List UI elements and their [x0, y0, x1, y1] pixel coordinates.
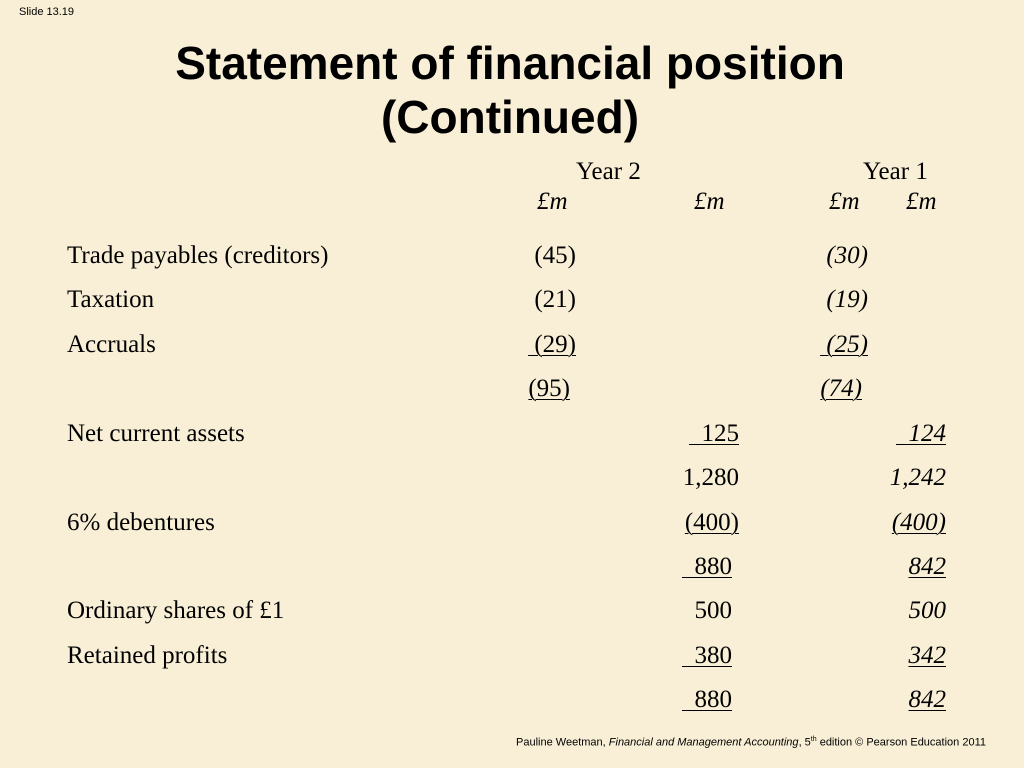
row-label-taxation: Taxation: [67, 286, 155, 313]
footer-edition-pre: , 5: [798, 736, 811, 749]
trade-payables-y2: (45): [534, 242, 576, 269]
retained-profits-y2: 380: [682, 642, 732, 669]
current-liabilities-total-y2: (95): [528, 375, 570, 402]
slide-number: Slide 13.19: [19, 6, 75, 18]
title-line-2: (Continued): [380, 91, 640, 143]
row-label-accruals: Accruals: [67, 331, 156, 358]
footer-edition-sup: th: [810, 736, 817, 743]
row-label-debentures: 6% debentures: [67, 509, 215, 536]
unit-header-y1-b: £m: [906, 188, 937, 215]
title-line-1: Statement of financial position: [175, 37, 845, 89]
ordinary-shares-y1: 500: [908, 597, 946, 624]
unit-header-y2-a: £m: [537, 188, 568, 215]
equity-total-y2: 880: [682, 686, 732, 713]
row-label-net-current-assets: Net current assets: [67, 420, 245, 447]
footer-author: Pauline Weetman,: [516, 736, 609, 749]
ordinary-shares-y2: 500: [694, 597, 732, 624]
net-current-assets-y2: 125: [689, 420, 739, 447]
total-assets-less-cl-y2: 1,280: [682, 464, 739, 491]
accruals-y2: (29): [528, 331, 576, 358]
row-label-retained-profits: Retained profits: [67, 642, 228, 669]
year-1-header: Year 1: [863, 158, 928, 185]
row-label-ordinary-shares: Ordinary shares of £1: [67, 597, 285, 624]
total-assets-less-cl-y1: 1,242: [889, 464, 946, 491]
year-2-header: Year 2: [576, 158, 641, 185]
unit-header-y1-a: £m: [829, 188, 860, 215]
footer-book-title: Financial and Management Accounting: [608, 736, 799, 749]
unit-header-y2-b: £m: [694, 188, 725, 215]
equity-total-y1: 842: [908, 686, 946, 713]
current-liabilities-total-y1: (74): [820, 375, 862, 402]
net-current-assets-y1: 124: [896, 420, 946, 447]
footer-edition-post: edition © Pearson Education 2011: [816, 736, 986, 749]
slide-title: [0, 36, 1020, 144]
taxation-y2: (21): [534, 286, 576, 313]
row-label-trade-payables: Trade payables (creditors): [67, 242, 329, 269]
debentures-y2: (400): [684, 509, 739, 536]
accruals-y1: (25): [820, 331, 868, 358]
net-assets-y2: 880: [682, 553, 732, 580]
debentures-y1: (400): [891, 509, 946, 536]
footer-citation: [516, 736, 986, 749]
trade-payables-y1: (30): [826, 242, 868, 269]
retained-profits-y1: 342: [908, 642, 946, 669]
taxation-y1: (19): [826, 286, 868, 313]
net-assets-y1: 842: [908, 553, 946, 580]
